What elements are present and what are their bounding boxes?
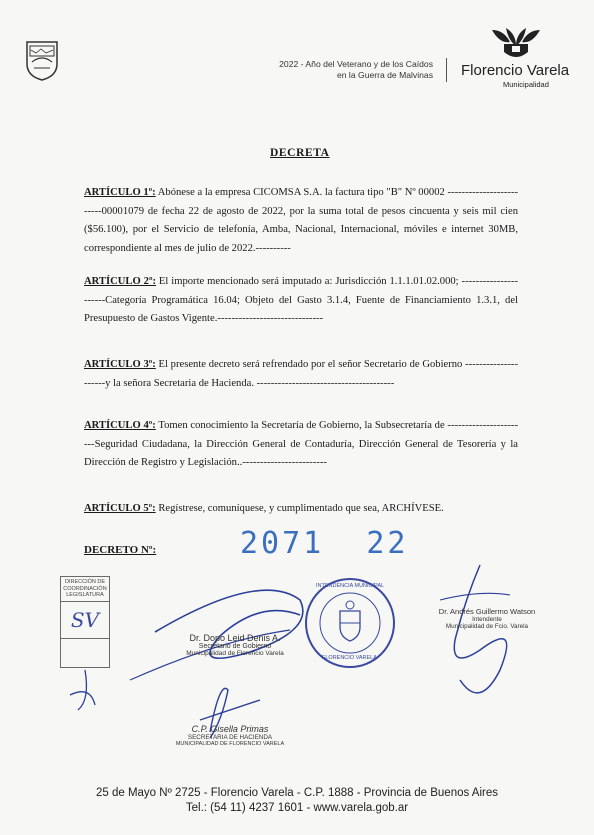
article-3 <box>84 356 518 393</box>
decree-number-stamp: 2071 22 <box>240 526 409 561</box>
box-stamp-line: DIRECCIÓN DE <box>64 579 106 585</box>
brand-name: Florencio Varela <box>461 62 570 79</box>
signature-block-intendente <box>432 607 542 630</box>
header-motto-line2: en la Guerra de Malvinas <box>336 70 433 80</box>
header-motto-line1: 2022 - Año del Veterano y de los Caídos <box>279 59 433 69</box>
article-label: ARTÍCULO 3º: <box>84 359 156 370</box>
article-text: Abónese a la empresa CICOMSA S.A. la factura tipo "B" Nº 00002 -------------------------00001079 de fecha 22 de agosto de 2022, por la suma total de pesos cincuenta y seis mil cien ($56.100), por el Servicio de telefonía, Amba, Nacional, Internacional, móviles e internet 30MB, correspondiente al mes de julio de 2022.---------- <box>84 187 519 254</box>
signer-name: Dr. Andrés Guillermo Watson <box>438 607 536 616</box>
signer-org: Municipalidad de Fcio. Varela <box>445 623 529 630</box>
article-text: El presente decreto será refrendado por el señor Secretario de Gobierno ---------------------y la señora Secretaria de Hacienda. --------------------------------------- <box>84 359 518 389</box>
header-divider <box>446 58 447 82</box>
box-stamp-line: LEGISLATURA <box>66 592 104 598</box>
signer-role: SECRETARIA DE HACIENDA <box>187 734 273 741</box>
seal-bottom-text: FLORENCIO VARELA <box>322 655 377 661</box>
article-text: El importe mencionado será imputado a: Jurisdicción 1.1.1.01.02.000; ----------------------Categoría Programática 16.04; Objeto del Gasto 3.1.4, Fuente de Financiamiento 1.3.1, del Presupuesto de Gastos Vigente.------------------------------ <box>84 276 518 325</box>
article-label: ARTÍCULO 4º: <box>84 420 156 431</box>
box-stamp-initials: SV <box>61 602 109 639</box>
footer-contact: Tel.: (54 11) 4237 1601 - www.varela.gob.ar <box>185 802 409 814</box>
header-motto <box>193 59 433 81</box>
article-2 <box>84 273 518 329</box>
article-label: ARTÍCULO 2º: <box>84 276 156 287</box>
municipal-seal <box>302 575 398 671</box>
brand-subtitle: Municipalidad <box>503 80 549 89</box>
footer-address: 25 de Mayo Nº 2725 - Florencio Varela - C.P. 1888 - Provincia de Buenos Aires <box>95 787 499 799</box>
municipal-crest-logo <box>24 38 60 82</box>
signer-org: MUNICIPALIDAD DE FLORENCIO VARELA <box>175 741 285 747</box>
article-text: Tomen conocimiento la Secretaría de Gobierno, la Subsecretaría de -----------------------Seguridad Ciudadana, la Dirección General de Contaduría, Dirección General de Tesorería y la Dirección de Registro y Legislación..------------------------ <box>84 420 518 469</box>
article-label: ARTÍCULO 1º: <box>84 187 156 198</box>
article-5 <box>84 500 518 519</box>
article-1 <box>84 184 518 258</box>
signer-name: Dr. Dopo Leid Denis A. <box>189 633 281 643</box>
document-title: DECRETA <box>270 147 330 159</box>
signer-role: Secretario de Gobierno <box>198 643 272 650</box>
article-4 <box>84 417 518 473</box>
article-text: Regístrese, comuníquese, y cumplimentado que sea, ARCHÍVESE. <box>155 503 444 514</box>
signer-role: Intendente <box>472 616 502 623</box>
signature-strokes <box>60 560 540 760</box>
article-label: ARTÍCULO 5º: <box>84 503 156 514</box>
seal-top-text: INTENDENCIA MUNICIPAL <box>316 583 385 589</box>
signature-block-hacienda <box>160 724 300 747</box>
signer-org: Municipalidad de Florencio Varela <box>186 650 284 657</box>
decree-label: DECRETO Nº: <box>84 544 157 556</box>
signature-block-gobierno <box>165 633 305 657</box>
florencio-varela-logo-icon <box>490 26 542 62</box>
box-stamp-line: COORDINACIÓN <box>63 585 107 592</box>
signer-name: C.P. Gisella Primas <box>191 724 269 734</box>
